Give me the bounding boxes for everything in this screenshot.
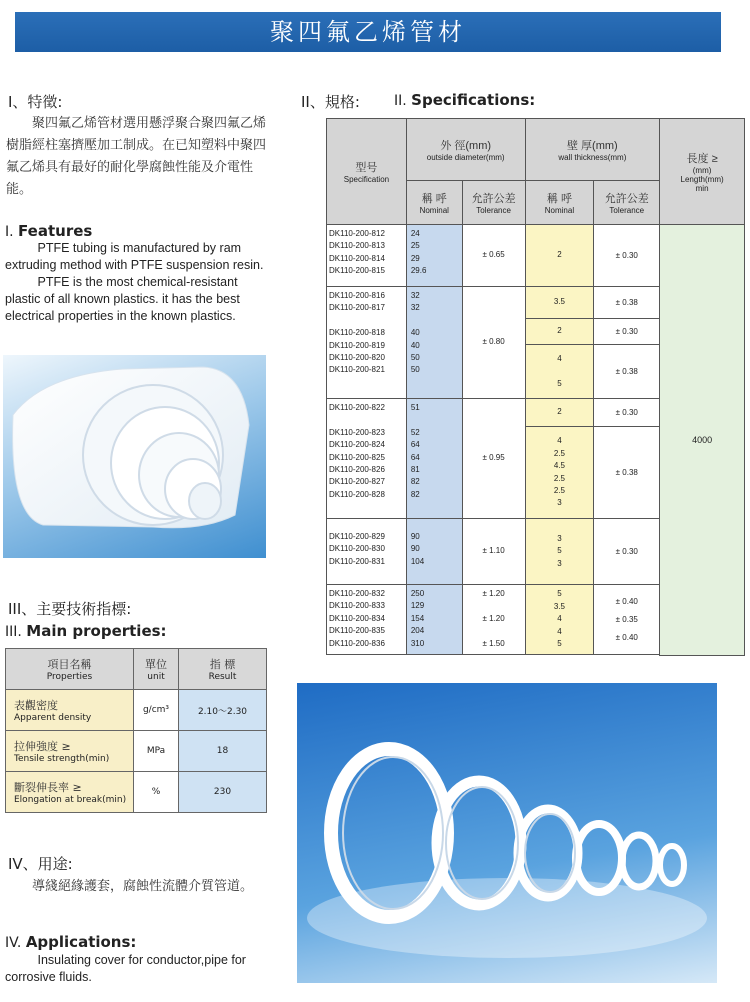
wall-tolerance-cell: ± 0.30 (594, 225, 660, 287)
ptfe-tubes-photo-1 (3, 355, 266, 558)
header-unit: 單位 unit (134, 649, 179, 690)
header-outside-diameter: 外 徑(mm) outside diameter(mm) (406, 119, 525, 181)
spec-header-row (327, 119, 745, 181)
wall-cell: 4 5 (525, 345, 594, 399)
property-name: 斷裂伸長率 ≥ Elongation at break(min) (6, 772, 134, 813)
header-model: 型号 Specification (327, 119, 407, 225)
property-unit: % (134, 772, 179, 813)
model-cell: DK110-200-832 DK110-200-833 DK110-200-834 DK110-200-835 DK110-200-836 (327, 585, 407, 655)
table-row (6, 772, 267, 813)
specifications-table (326, 118, 745, 656)
property-result: 18 (179, 731, 267, 772)
od-cell: 51 52 64 64 81 82 82 (406, 399, 462, 519)
applications-heading-zh: IV、用途: (8, 855, 73, 873)
od-tolerance-cell: ± 1.20 ± 1.20 ± 1.50 (462, 585, 525, 655)
header-result: 指 標 Result (179, 649, 267, 690)
table-row (327, 225, 745, 287)
property-unit: g/cm³ (134, 690, 179, 731)
applications-text-en: Insulating cover for conductor,pipe for corrosive fluids. (5, 953, 246, 984)
model-cell: DK110-200-829 DK110-200-830 DK110-200-831 (327, 519, 407, 585)
property-name: 拉伸強度 ≥ Tensile strength(min) (6, 731, 134, 772)
specifications-heading-zh: II、規格: (301, 93, 360, 111)
header-properties: 項目名稱 Properties (6, 649, 134, 690)
wall-cell: 4 2.5 4.5 2.5 2.5 3 (525, 427, 594, 519)
wall-tolerance-cell: ± 0.30 (594, 319, 660, 345)
property-unit: MPa (134, 731, 179, 772)
properties-header-row (6, 649, 267, 690)
od-tolerance-cell: ± 1.10 (462, 519, 525, 585)
model-cell: DK110-200-812 DK110-200-813 DK110-200-814 DK110-200-815 (327, 225, 407, 287)
features-heading-zh: I、特徵: (8, 93, 63, 111)
wall-cell: 2 (525, 319, 594, 345)
page-title-banner (15, 12, 721, 52)
od-tolerance-cell: ± 0.65 (462, 225, 525, 287)
applications-heading-en: IV. Applications: (5, 933, 137, 951)
table-row (6, 690, 267, 731)
header-wt-tolerance: 允許公差 Tolerance (594, 181, 660, 225)
wall-tolerance-cell: ± 0.38 (594, 287, 660, 319)
wall-tolerance-cell: ± 0.30 (594, 399, 660, 427)
property-result: 230 (179, 772, 267, 813)
header-od-tolerance: 允許公差 Tolerance (462, 181, 525, 225)
header-od-nominal: 稱 呼 Nominal (406, 181, 462, 225)
specifications-heading-en: II. Specifications: (394, 91, 536, 109)
property-result: 2.10～2.30 (179, 690, 267, 731)
model-cell: DK110-200-816 DK110-200-817 DK110-200-818 DK110-200-819 DK110-200-820 DK110-200-821 (327, 287, 407, 399)
features-text-en (5, 240, 269, 325)
wall-cell: 5 3.5 4 4 5 (525, 585, 594, 655)
model-cell: DK110-200-822 DK110-200-823 DK110-200-824 DK110-200-825 DK110-200-826 DK110-200-827 DK110-200-828 (327, 399, 407, 519)
properties-heading-zh: III、主要技術指標: (8, 600, 132, 618)
wall-tolerance-cell: ± 0.30 (594, 519, 660, 585)
features-paragraph-1: PTFE tubing is manufactured by ram extruding method with PTFE suspension resin. (5, 241, 264, 272)
od-cell: 90 90 104 (406, 519, 462, 585)
length-cell: 4000 (660, 225, 745, 656)
table-row (6, 731, 267, 772)
applications-text-zh: 導綫絕緣護套，腐蝕性流體介質管道。 (32, 879, 254, 894)
od-tolerance-cell: ± 0.95 (462, 399, 525, 519)
od-cell: 24 25 29 29.6 (406, 225, 462, 287)
wall-cell: 3 5 3 (525, 519, 594, 585)
page-title: 聚四氟乙烯管材 (270, 18, 466, 46)
features-heading-en: I. Features (5, 222, 93, 240)
wall-cell: 2 (525, 399, 594, 427)
header-wt-nominal: 稱 呼 Nominal (525, 181, 594, 225)
od-cell: 32 32 40 40 50 50 (406, 287, 462, 399)
features-text-zh: 聚四氟乙烯管材選用懸浮聚合聚四氟乙烯樹脂經柱塞擠壓加工制成。在已知塑料中聚四氟乙烯具有最好的耐化學腐蝕性能及介電性能。 (6, 116, 267, 197)
od-cell: 250 129 154 204 310 (406, 585, 462, 655)
od-tolerance-cell: ± 0.80 (462, 287, 525, 399)
wall-tolerance-cell: ± 0.40 ± 0.35 ± 0.40 (594, 585, 660, 655)
wall-cell: 2 (525, 225, 594, 287)
properties-table (5, 648, 267, 813)
wall-cell: 3.5 (525, 287, 594, 319)
property-name: 表觀密度 Apparent density (6, 690, 134, 731)
wall-tolerance-cell: ± 0.38 (594, 427, 660, 519)
properties-heading-en: III. Main properties: (5, 622, 167, 640)
header-length: 長度 ≥ (mm) Length(mm) min (660, 119, 745, 225)
wall-tolerance-cell: ± 0.38 (594, 345, 660, 399)
header-wall-thickness: 壁 厚(mm) wall thickness(mm) (525, 119, 660, 181)
ptfe-tubes-photo-2 (297, 683, 717, 983)
features-paragraph-2: PTFE is the most chemical-resistant plastic of all known plastics. it has the best electrical properties in the known plastics. (5, 275, 240, 323)
